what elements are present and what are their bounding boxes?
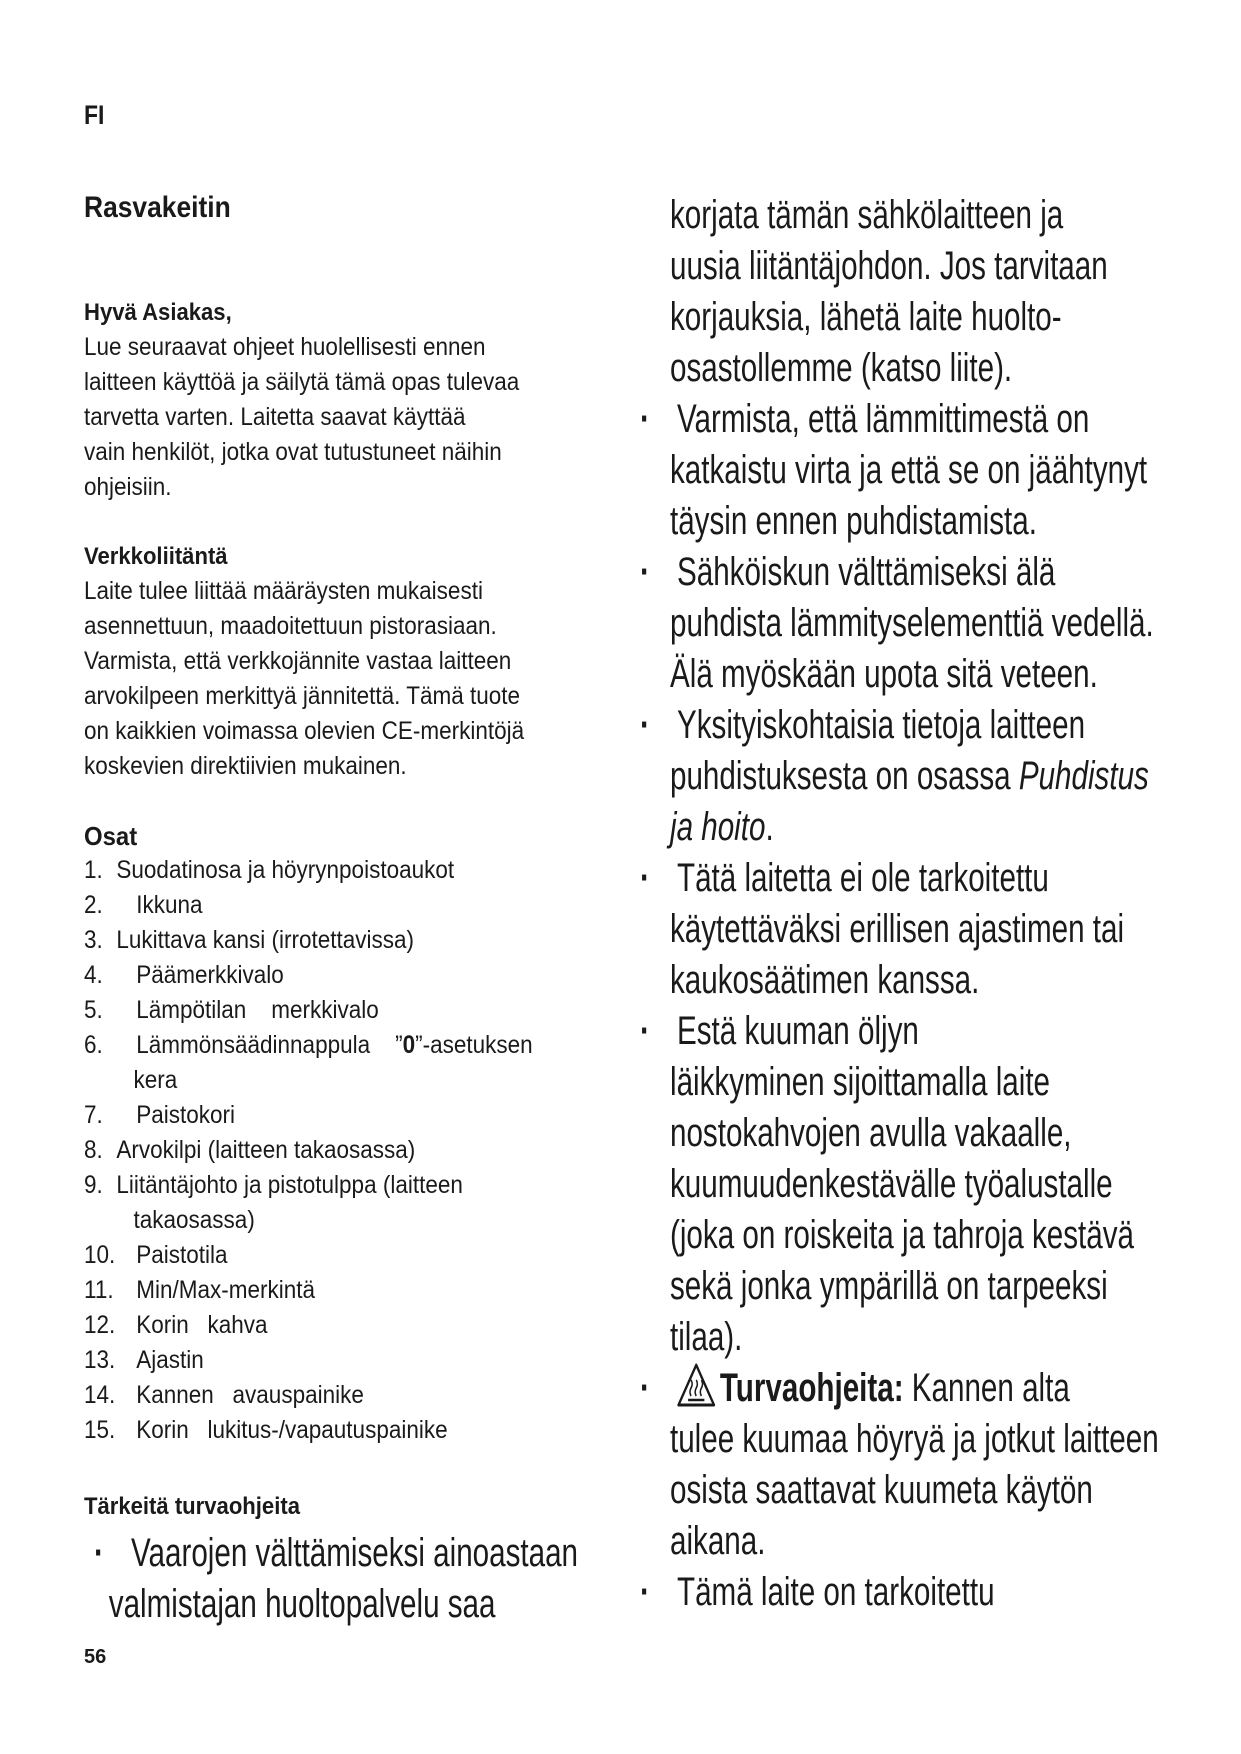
text-line: arvokilpeen merkittyä jännitettä. Tämä tuote (84, 682, 521, 710)
text-line: tarvetta varten. Laitetta saavat käyttää (84, 403, 466, 431)
text-line: korjauksia, lähetä laite huolto- (670, 295, 1062, 339)
text-line: asennettuun, maadoitettuun pistorasiaan. (84, 612, 497, 640)
parts-list (84, 853, 604, 1448)
parts-heading: Osat (84, 821, 138, 851)
power-heading: Verkkoliitäntä (84, 543, 228, 570)
text-line: aikana. (670, 1519, 766, 1563)
page-title: Rasvakeitin (84, 191, 231, 224)
power-text (84, 574, 604, 784)
hot-surface-warning-icon (677, 1363, 715, 1407)
list-item: 3. Lukittava kansi (irrotettavissa) (84, 926, 415, 954)
list-item: 11. Min/Max-merkintä (84, 1276, 315, 1304)
intro-text (84, 330, 604, 505)
text-line: Varmista, että verkkojännite vastaa laitteen (84, 647, 512, 675)
text-line: (joka on roiskeita ja tahroja kestävä (670, 1213, 1134, 1257)
bullet-line: · Tätä laitetta ei ole tarkoitettu (640, 856, 1049, 900)
list-item: 14. Kannen avauspainike (84, 1381, 364, 1409)
text-line: koskevien direktiivien mukainen. (84, 752, 407, 780)
bullet-line: · Yksityiskohtaisia tietoja laitteen (640, 703, 1086, 747)
safety-left-text (94, 1528, 614, 1630)
bullet-line: · Varmista, että lämmittimestä on (640, 397, 1090, 441)
safety-right-column (640, 190, 1190, 1618)
list-item: 5. Lämpötilan merkkivalo (84, 996, 379, 1024)
list-item: 13. Ajastin (84, 1346, 204, 1374)
text-line: kuumuudenkestävälle työalustalle (670, 1162, 1113, 1206)
text-line: · Vaarojen välttämiseksi ainoastaan (94, 1528, 479, 1579)
text-line: läikkyminen sijoittamalla laite (670, 1060, 1051, 1104)
text-line: laitteen käyttöä ja säilytä tämä opas tulevaa (84, 368, 520, 396)
text-line: käytettäväksi erillisen ajastimen tai (670, 907, 1125, 951)
list-item: 2. Ikkuna (84, 891, 203, 919)
text-line: vain henkilöt, jotka ovat tutustuneet näihin (84, 438, 502, 466)
bullet-line: · Sähköiskun välttämiseksi älä (640, 550, 1056, 594)
text-line: korjata tämän sähkölaitteen ja (670, 193, 1064, 237)
list-item: 7. Paistokori (84, 1101, 235, 1129)
bullet-mark: · (94, 1531, 104, 1575)
list-item: 1. Suodatinosa ja höyrynpoistoaukot (84, 856, 455, 884)
list-item: 10. Paistotila (84, 1241, 228, 1269)
list-item: 4. Päämerkkivalo (84, 961, 284, 989)
bullet-line: · Estä kuuman öljyn (640, 1009, 919, 1053)
bullet-line: · Turvaohjeita: Kannen alta (640, 1363, 1047, 1414)
list-item: 12. Korin kahva (84, 1311, 268, 1339)
text-line: osista saattavat kuumeta käytön (670, 1468, 1093, 1512)
language-code: FI (84, 100, 105, 130)
power-section (84, 540, 604, 784)
text-line: osastollemme (katso liite). (670, 346, 1013, 390)
text-line: ohjeisiin. (84, 473, 172, 501)
list-item: 15. Korin lukitus-/vapautuspainike (84, 1416, 448, 1444)
text-line: ja hoito. (670, 805, 774, 849)
text-line: tulee kuumaa höyryä ja jotkut laitteen (670, 1417, 1159, 1461)
safety-section (84, 1490, 604, 1524)
text-line: Lue seuraavat ohjeet huolellisesti ennen (84, 333, 486, 361)
intro-heading: Hyvä Asiakas, (84, 299, 232, 326)
text-line: Laite tulee liittää määräysten mukaisesti (84, 577, 483, 605)
text-line: puhdistuksesta on osassa Puhdistus (670, 754, 1149, 798)
text-line: nostokahvojen avulla vakaalle, (670, 1111, 1072, 1155)
text-line: puhdista lämmityselementtiä vedellä. (670, 601, 1154, 645)
list-item-continuation: takaosassa) (133, 1206, 255, 1234)
text-line: katkaistu virta ja että se on jäähtynyt (670, 448, 1148, 492)
list-item: 6. Lämmönsäädinnappula ”0”-asetuksen (84, 1031, 533, 1059)
text-line: Älä myöskään upota sitä veteen. (670, 652, 1098, 696)
text-line: tilaa). (670, 1315, 743, 1359)
intro-section (84, 296, 604, 505)
safety-heading: Tärkeitä turvaohjeita (84, 1493, 300, 1520)
list-item: 9. Liitäntäjohto ja pistotulppa (laitteen (84, 1171, 463, 1199)
text-line: valmistajan huoltopalvelu saa (108, 1582, 496, 1626)
text-line: sekä jonka ympärillä on tarpeeksi (670, 1264, 1108, 1308)
parts-section (84, 819, 604, 1448)
text-line: on kaikkien voimassa olevien CE-merkintöjä (84, 717, 525, 745)
text-line: kaukosäätimen kanssa. (670, 958, 980, 1002)
text-line: täysin ennen puhdistamista. (670, 499, 1037, 543)
page-number: 56 (84, 1646, 107, 1668)
list-item-continuation: kera (133, 1066, 178, 1094)
list-item: 8. Arvokilpi (laitteen takaosassa) (84, 1136, 416, 1164)
text-line: uusia liitäntäjohdon. Jos tarvitaan (670, 244, 1108, 288)
bullet-line: · Tämä laite on tarkoitettu (640, 1570, 995, 1614)
